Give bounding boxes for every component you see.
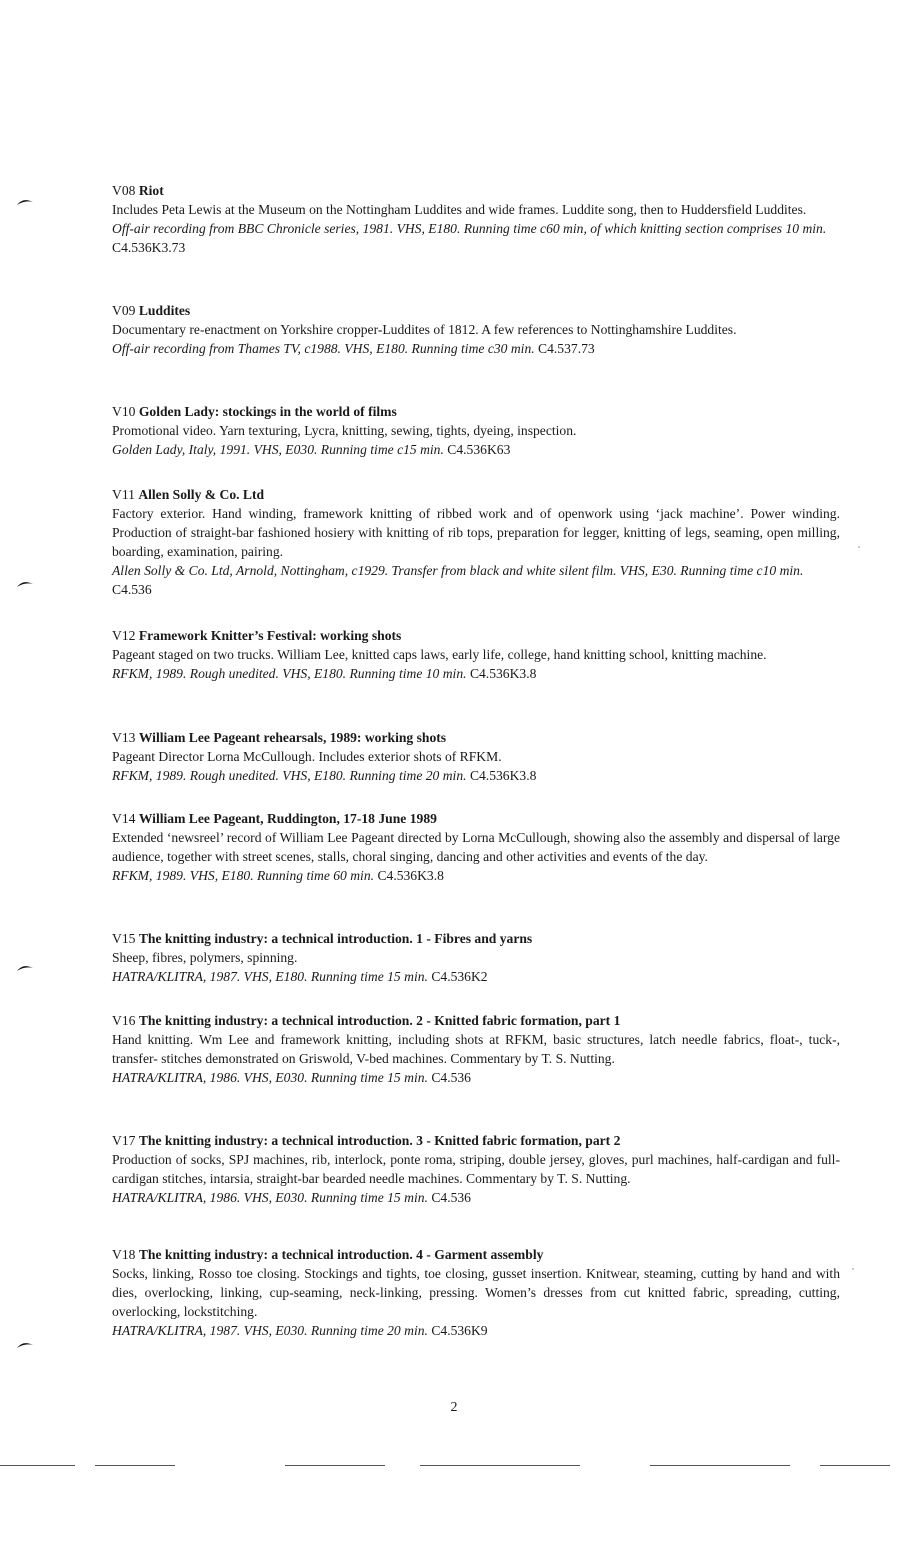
entry-source-meta: Allen Solly & Co. Ltd, Arnold, Nottingham, c1929. Transfer from black and white silent film. VHS, E30. Running time c10 min. — [112, 563, 804, 578]
catalogue-entry — [112, 485, 840, 599]
entry-code: V18 — [112, 1247, 136, 1262]
entry-reference: C4.536K9 — [431, 1323, 488, 1338]
entry-code: V08 — [112, 183, 136, 198]
entry-title: William Lee Pageant rehearsals, 1989: working shots — [138, 730, 447, 745]
entry-title: Riot — [138, 183, 164, 198]
entry-description: Documentary re-enactment on Yorkshire cropper-Luddites of 1812. A few references to Nottinghamshire Luddites. — [112, 322, 737, 337]
entry-reference: C4.536K3.73 — [112, 240, 186, 255]
entry-title: The knitting industry: a technical introduction. 2 - Knitted fabric formation, part 1 — [138, 1013, 621, 1028]
entry-title: The knitting industry: a technical introduction. 1 - Fibres and yarns — [138, 931, 533, 946]
entry-reference: C4.536K63 — [447, 442, 511, 457]
entry-description: Includes Peta Lewis at the Museum on the Nottingham Luddites and wide frames. Luddite song, then to Huddersfield Luddites. — [112, 202, 807, 217]
entry-reference: C4.536K2 — [431, 969, 488, 984]
entry-code: V09 — [112, 303, 136, 318]
entry-source — [112, 339, 840, 358]
entry-heading — [112, 626, 840, 645]
catalogue-entry — [112, 402, 840, 459]
entry-description: Promotional video. Yarn texturing, Lycra, knitting, sewing, tights, dyeing, inspection. — [112, 423, 577, 438]
entry-heading — [112, 402, 840, 421]
entry-heading — [112, 929, 840, 948]
scan-speck — [858, 546, 860, 548]
entry-code: V14 — [112, 811, 136, 826]
entry-source-meta: Golden Lady, Italy, 1991. VHS, E030. Running time c15 min. — [112, 442, 444, 457]
entry-description: Production of socks, SPJ machines, rib, interlock, ponte roma, striping, double jersey, gloves, purl machines, half-cardigan and full-cardigan stitches, intarsia, straight-bar bearded needle machines. Commentary by T. S. Nutting. — [112, 1152, 840, 1186]
catalogue-entry — [112, 1131, 840, 1207]
entry-source — [112, 1068, 840, 1087]
entry-heading — [112, 1245, 840, 1264]
entry-heading — [112, 809, 840, 828]
catalogue-entry — [112, 626, 840, 683]
entry-source — [112, 1321, 840, 1340]
entry-description: Extended ‘newsreel’ record of William Lee Pageant directed by Lorna McCullough, showing also the assembly and dispersal of large audience, together with street scenes, stalls, choral singing, dancing and other activities and events of the day. — [112, 830, 840, 864]
entry-title: The knitting industry: a technical introduction. 4 - Garment assembly — [138, 1247, 544, 1262]
entry-heading — [112, 1011, 840, 1030]
entry-code: V17 — [112, 1133, 136, 1148]
entry-description: Pageant Director Lorna McCullough. Includes exterior shots of RFKM. — [112, 749, 502, 764]
scan-line-artifact — [0, 1465, 75, 1466]
catalogue-entry — [112, 728, 840, 785]
entry-code: V11 — [112, 487, 135, 502]
entry-source-meta: HATRA/KLITRA, 1986. VHS, E030. Running time 15 min. — [112, 1070, 428, 1085]
catalogue-entry — [112, 929, 840, 986]
entry-source — [112, 440, 840, 459]
entry-source — [112, 1188, 840, 1207]
entry-source-meta: HATRA/KLITRA, 1987. VHS, E180. Running time 15 min. — [112, 969, 428, 984]
entry-source — [112, 866, 840, 885]
entry-reference: C4.536 — [431, 1190, 471, 1205]
entry-source-meta: RFKM, 1989. Rough unedited. VHS, E180. Running time 10 min. — [112, 666, 467, 681]
entry-source — [112, 219, 840, 257]
entry-title: Golden Lady: stockings in the world of films — [138, 404, 397, 419]
entry-source-meta: Off-air recording from BBC Chronicle series, 1981. VHS, E180. Running time c60 min, of which knitting section comprises 10 min. — [112, 221, 827, 236]
entry-heading — [112, 1131, 840, 1150]
scan-line-artifact — [420, 1465, 580, 1466]
entry-reference: C4.537.73 — [538, 341, 595, 356]
entry-reference: C4.536 — [431, 1070, 471, 1085]
entry-heading — [112, 301, 840, 320]
entry-code: V12 — [112, 628, 136, 643]
scan-line-artifact — [820, 1465, 890, 1466]
entry-title: Allen Solly & Co. Ltd — [138, 487, 265, 502]
entry-description: Socks, linking, Rosso toe closing. Stockings and tights, toe closing, gusset insertion. Knitwear, steaming, cutting by hand and with dies, overlocking, linking, cup-seaming, neck-linking, pressing. Women’s dresses from cut knitted fabric, spreading, cutting, overlocking, lockstitching. — [112, 1266, 840, 1319]
entry-heading — [112, 485, 840, 504]
entry-title: Framework Knitter’s Festival: working shots — [138, 628, 402, 643]
entry-title: William Lee Pageant, Ruddington, 17-18 June 1989 — [138, 811, 437, 826]
entry-reference: C4.536K3.8 — [469, 768, 537, 783]
catalogue-entry — [112, 301, 840, 358]
entry-code: V13 — [112, 730, 136, 745]
catalogue-entry — [112, 1245, 840, 1340]
catalogue-entry — [112, 1011, 840, 1087]
entry-source — [112, 664, 840, 683]
catalogue-entry — [112, 809, 840, 885]
entry-heading — [112, 728, 840, 747]
entry-code: V16 — [112, 1013, 136, 1028]
entry-reference: C4.536K3.8 — [469, 666, 537, 681]
entry-source — [112, 561, 840, 599]
page-number: 2 — [450, 1400, 458, 1415]
entry-code: V10 — [112, 404, 136, 419]
entry-title: The knitting industry: a technical introduction. 3 - Knitted fabric formation, part 2 — [138, 1133, 621, 1148]
entry-code: V15 — [112, 931, 136, 946]
entry-source — [112, 967, 840, 986]
scan-line-artifact — [650, 1465, 790, 1466]
scan-line-artifact — [95, 1465, 175, 1466]
entry-source-meta: Off-air recording from Thames TV, c1988. VHS, E180. Running time c30 min. — [112, 341, 535, 356]
entry-description: Factory exterior. Hand winding, framework knitting of ribbed work and of openwork using ‘jack machine’. Power winding. Production of straight-bar fashioned hosiery with knitting of rib tops, preparation for legger, knitting of legs, seaming, open milling, boarding, examination, pairing. — [112, 506, 840, 559]
entry-description: Sheep, fibres, polymers, spinning. — [112, 950, 298, 965]
punch-hole-mark — [16, 580, 34, 588]
entry-source-meta: HATRA/KLITRA, 1987. VHS, E030. Running time 20 min. — [112, 1323, 428, 1338]
entry-source-meta: RFKM, 1989. Rough unedited. VHS, E180. Running time 20 min. — [112, 768, 467, 783]
entry-heading — [112, 181, 840, 200]
catalogue-entry — [112, 181, 840, 257]
entry-description: Pageant staged on two trucks. William Lee, knitted caps laws, early life, college, hand knitting school, knitting machine. — [112, 647, 767, 662]
entry-source-meta: HATRA/KLITRA, 1986. VHS, E030. Running time 15 min. — [112, 1190, 428, 1205]
punch-hole-mark — [16, 964, 34, 972]
entry-source-meta: RFKM, 1989. VHS, E180. Running time 60 min. — [112, 868, 375, 883]
entry-title: Luddites — [138, 303, 191, 318]
punch-hole-mark — [16, 198, 34, 206]
scan-speck — [852, 1268, 854, 1270]
punch-hole-mark — [16, 1341, 34, 1349]
entry-reference: C4.536 — [112, 582, 152, 597]
entry-source — [112, 766, 840, 785]
entry-reference: C4.536K3.8 — [377, 868, 444, 883]
scan-line-artifact — [285, 1465, 385, 1466]
entry-description: Hand knitting. Wm Lee and framework knitting, including shots at RFKM, basic structures, latch needle fabrics, float-, tuck-, transfer- stitches demonstrated on Griswold, V-bed machines. Commentary by T. S. Nutting. — [112, 1032, 840, 1066]
